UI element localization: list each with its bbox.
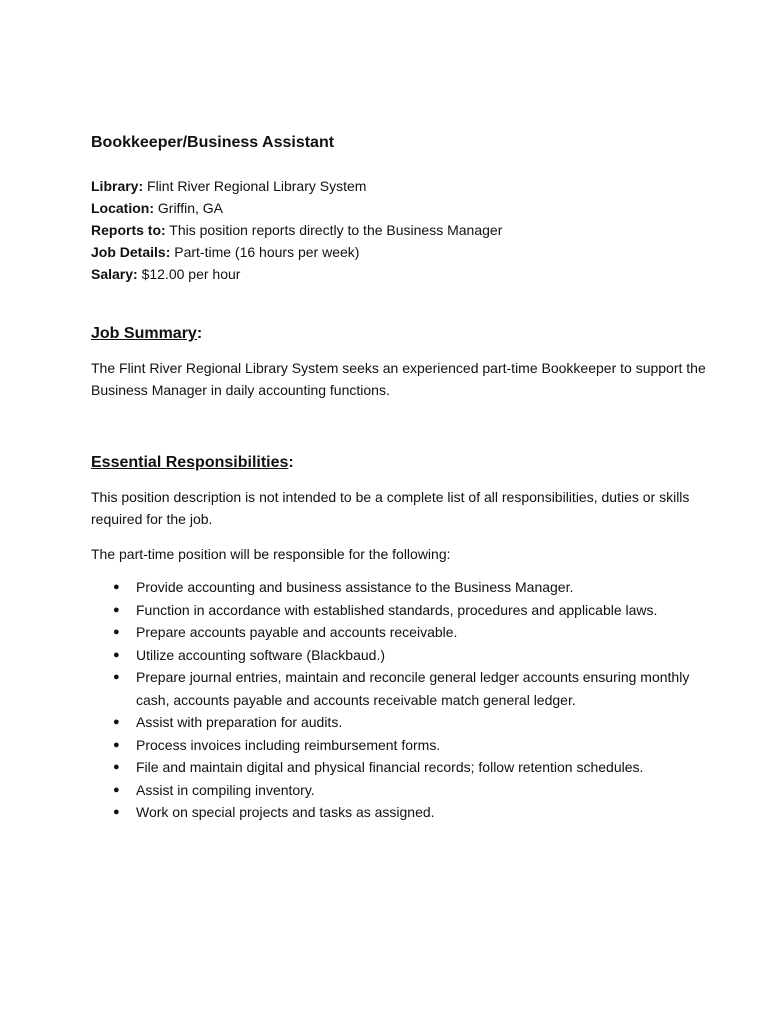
list-item	[91, 711, 711, 734]
detail-label: Salary:	[91, 266, 138, 282]
bullet-icon: ●	[113, 806, 120, 818]
list-item	[91, 779, 711, 802]
detail-library	[91, 175, 711, 197]
responsibilities-heading-text: Essential Responsibilities	[91, 454, 289, 471]
list-item-text: Function in accordance with established standards, procedures and applicable laws.	[136, 601, 658, 618]
detail-value: This position reports directly to the Business Manager	[165, 222, 503, 238]
bullet-icon: ●	[113, 626, 120, 638]
list-item	[91, 621, 711, 644]
list-item	[91, 734, 711, 757]
list-item-text: Prepare accounts payable and accounts receivable.	[136, 624, 458, 640]
job-details-block	[91, 175, 711, 285]
responsibilities-intro: This position description is not intended to be a complete list of all responsibilities, duties or skills required for the job.	[91, 489, 690, 527]
list-item	[91, 666, 711, 711]
detail-label: Library:	[91, 178, 144, 194]
list-item-text: Work on special projects and tasks as assigned.	[136, 804, 435, 820]
list-item	[91, 599, 711, 622]
heading-colon: :	[196, 325, 203, 342]
list-item	[91, 756, 711, 779]
list-item	[91, 801, 711, 824]
list-item	[91, 644, 711, 667]
list-item-text: Utilize accounting software (Blackbaud.)	[136, 646, 386, 663]
bullet-icon: ●	[113, 716, 120, 728]
heading-colon: :	[288, 454, 294, 471]
detail-location	[91, 197, 711, 219]
bullet-icon: ●	[113, 761, 120, 773]
list-item-text: Process invoices including reimbursement forms.	[136, 736, 441, 753]
detail-label: Reports to:	[91, 222, 166, 238]
responsibilities-lead: The part-time position will be responsible for the following:	[91, 546, 451, 562]
document-title: Bookkeeper/Business Assistant	[91, 134, 335, 151]
bullet-icon: ●	[113, 648, 120, 661]
list-item	[91, 576, 711, 599]
list-item-text: Assist with preparation for audits.	[136, 714, 343, 730]
list-item-text: File and maintain digital and physical financial records; follow retention schedules.	[136, 759, 644, 775]
job-summary-text: The Flint River Regional Library System seeks an experienced part-time Bookkeeper to support the Business Manager in daily accounting functions.	[91, 360, 706, 398]
detail-salary	[91, 263, 711, 285]
bullet-icon: ●	[113, 783, 120, 796]
detail-reports-to	[91, 219, 711, 241]
responsibilities-list	[91, 576, 711, 824]
bullet-icon: ●	[113, 738, 120, 751]
job-summary-heading	[91, 323, 711, 345]
detail-value: Griffin, GA	[154, 200, 223, 216]
detail-label: Location:	[91, 200, 154, 216]
bullet-icon: ●	[113, 581, 120, 593]
bullet-icon: ●	[113, 603, 120, 616]
detail-label: Job Details:	[91, 244, 171, 260]
document-page	[91, 132, 711, 824]
detail-job-details	[91, 241, 711, 263]
detail-value: Flint River Regional Library System	[143, 178, 367, 194]
job-summary-heading-text: Job Summary	[91, 325, 197, 342]
list-item-text: Prepare journal entries, maintain and reconcile general ledger accounts ensuring monthly cash, accounts payable and accounts receivable match general ledger.	[136, 669, 690, 708]
detail-value: $12.00 per hour	[137, 266, 241, 282]
list-item-text: Provide accounting and business assistance to the Business Manager.	[136, 579, 574, 595]
responsibilities-heading	[91, 452, 711, 474]
detail-value: Part-time (16 hours per week)	[170, 244, 360, 260]
list-item-text: Assist in compiling inventory.	[136, 781, 315, 798]
bullet-icon: ●	[113, 671, 120, 683]
